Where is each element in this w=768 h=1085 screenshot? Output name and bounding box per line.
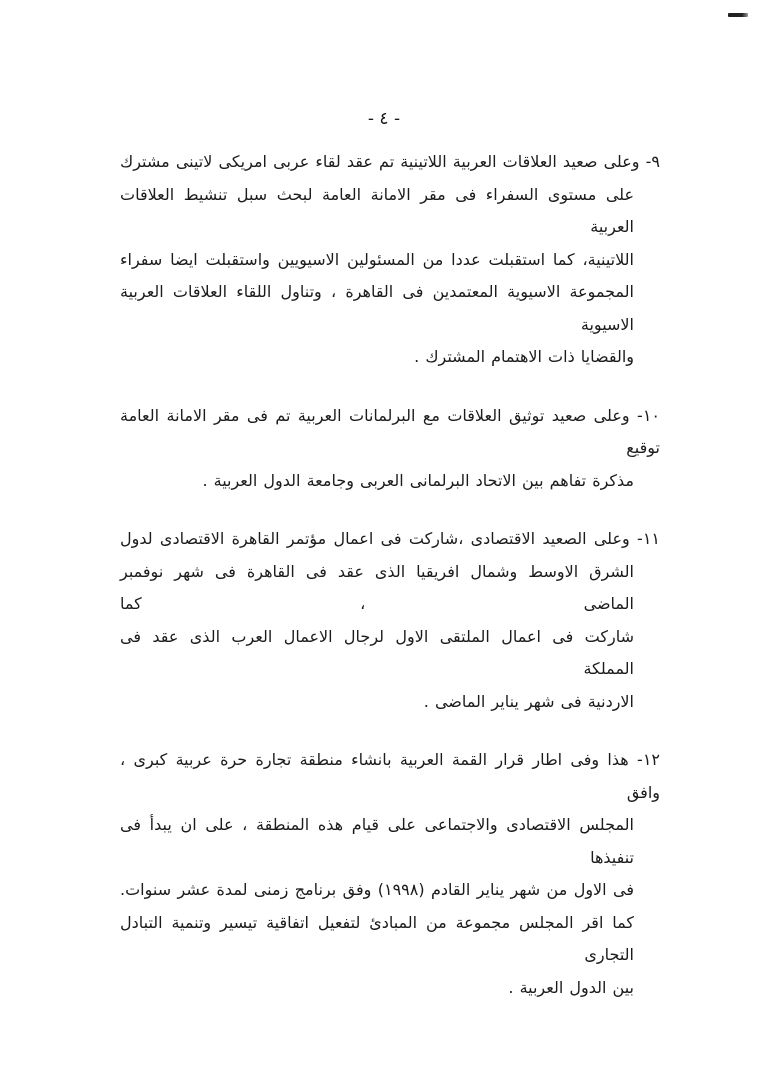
paragraph-12 (120, 744, 660, 1004)
text-line: اللاتينية، كما استقبلت عددا من المسئولين الاسيويين واستقبلت ايضا سفراء (120, 249, 634, 269)
text-line-content: وعلى صعيد العلاقات العربية اللاتينية تم عقد لقاء عربى امريكى لاتينى مشترك (120, 152, 640, 171)
text-line: مذكرة تفاهم بين الاتحاد البرلمانى العربى وجامعة الدول العربية . (202, 470, 634, 490)
paragraph-number: ١٠- (637, 405, 660, 425)
paragraph-number: ١١- (637, 529, 660, 548)
text-line: فى الاول من شهر يناير القادم (١٩٩٨) وفق برنامج زمنى لمدة عشر سنوات. (120, 880, 634, 899)
text-line: المجلس الاقتصادى والاجتماعى على قيام هذه المنطقة ، على ان يبدأ فى تنفيذها (120, 815, 634, 867)
paragraph-11 (120, 523, 660, 718)
text-line (120, 744, 660, 809)
text-line: على مستوى السفراء فى مقر الامانة العامة لبحث سبل تنشيط العلاقات العربية (120, 184, 634, 236)
text-line: بين الدول العربية . (508, 977, 634, 997)
text-line-content: وعلى الصعيد الاقتصادى ،شاركت فى اعمال مؤتمر القاهرة الاقتصادى لدول (120, 529, 630, 548)
page-number: - ٤ - (367, 109, 401, 129)
paragraph-number: ٩- (645, 152, 660, 171)
text-line-content: وعلى صعيد توثيق العلاقات مع البرلمانات العربية تم فى مقر الامانة العامة توقيع (120, 405, 660, 457)
text-line: كما اقر المجلس مجموعة من المبادئ لتفعيل اتفاقية تيسير وتنمية التبادل التجارى (120, 912, 634, 964)
text-line (120, 400, 660, 465)
paragraph-9 (120, 146, 660, 374)
document-body (120, 146, 660, 1030)
text-line (120, 146, 660, 179)
scan-artifact-mark (728, 13, 748, 17)
text-line: الشرق الاوسط وشمال افريقيا الذى عقد فى القاهرة فى شهر نوفمبر الماضى ، كما (120, 561, 634, 613)
paragraph-number: ١٢- (637, 750, 660, 769)
text-line: المجموعة الاسيوية المعتمدين فى القاهرة ، وتناول اللقاء العلاقات العربية الاسيوية (120, 282, 634, 334)
text-line: شاركت فى اعمال الملتقى الاول لرجال الاعمال العرب الذى عقد فى المملكة (120, 626, 634, 678)
text-line: والقضايا ذات الاهتمام المشترك . (414, 347, 634, 366)
text-line: الاردنية فى شهر يناير الماضى . (423, 691, 634, 711)
paragraph-10 (120, 400, 660, 498)
text-line-content: هذا وفى اطار قرار القمة العربية بانشاء منطقة تجارة حرة عربية كبرى ، وافق (120, 750, 660, 802)
text-line (120, 523, 660, 556)
